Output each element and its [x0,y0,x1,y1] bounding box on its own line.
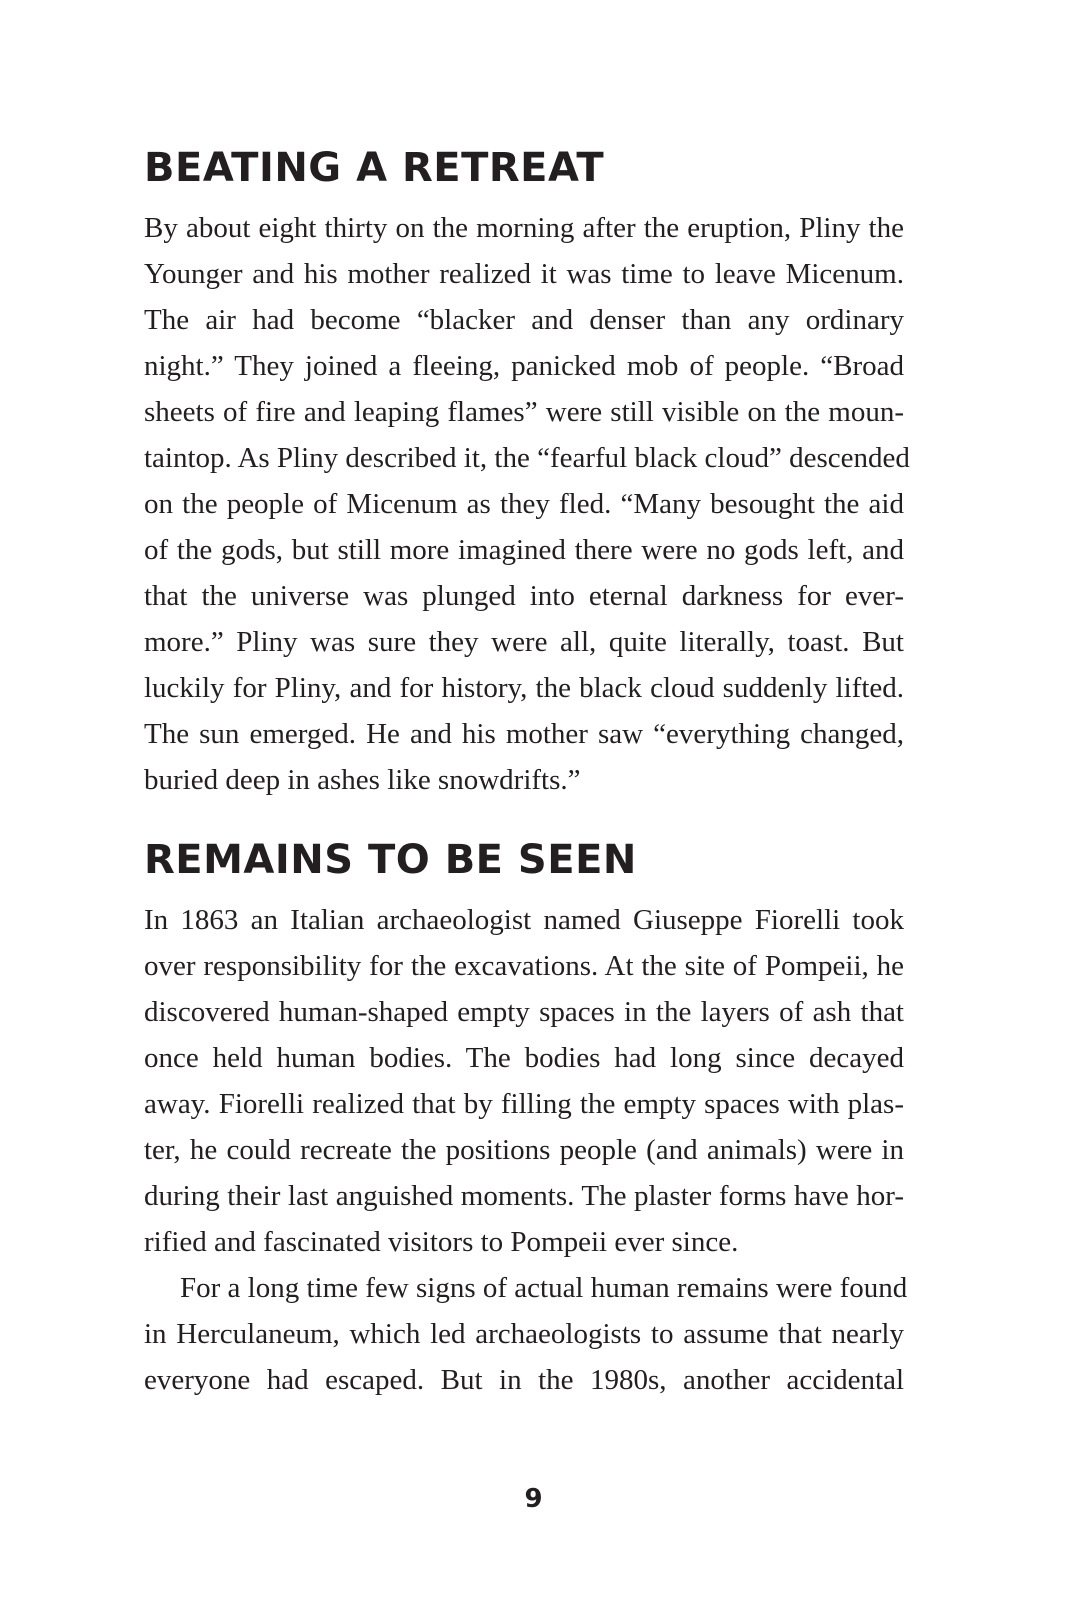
text-line: Younger and his mother realized it was time to leave Micenum. [144,258,904,290]
text-line: of the gods, but still more imagined there were no gods left, and [144,534,904,566]
text-line: buried deep in ashes like snowdrifts.” [144,764,581,796]
page-number: 9 [524,1484,543,1514]
text-line: rified and fascinated visitors to Pompeii ever since. [144,1226,739,1258]
text-line: during their last anguished moments. The plaster forms have hor- [144,1180,904,1212]
text-line: In 1863 an Italian archaeologist named Giuseppe Fiorelli took [144,904,904,936]
section-heading-remains-to-be-seen: REMAINS TO BE SEEN [144,837,637,883]
text-line: ter, he could recreate the positions people (and animals) were in [144,1134,904,1166]
text-line: taintop. As Pliny described it, the “fearful black cloud” descended [144,442,910,474]
text-line: The air had become “blacker and denser than any ordinary [144,304,904,336]
text-line: on the people of Micenum as they fled. “Many besought the aid [144,488,904,520]
text-line: night.” They joined a fleeing, panicked mob of people. “Broad [144,350,904,382]
text-line: discovered human-shaped empty spaces in the layers of ash that [144,996,904,1028]
text-line: in Herculaneum, which led archaeologists to assume that nearly [144,1318,904,1350]
text-line: By about eight thirty on the morning after the eruption, Pliny the [144,212,904,244]
text-line: everyone had escaped. But in the 1980s, another accidental [144,1364,904,1396]
text-line: sheets of fire and leaping flames” were still visible on the moun- [144,396,904,428]
text-line: once held human bodies. The bodies had long since decayed [144,1042,904,1074]
text-line: For a long time few signs of actual human remains were found [180,1272,908,1304]
text-line: over responsibility for the excavations. At the site of Pompeii, he [144,950,904,982]
text-line: luckily for Pliny, and for history, the black cloud suddenly lifted. [144,672,904,704]
text-line: more.” Pliny was sure they were all, quite literally, toast. But [144,626,904,658]
text-line: that the universe was plunged into eternal darkness for ever- [144,580,904,612]
text-line: The sun emerged. He and his mother saw “everything changed, [144,718,904,750]
section-heading-beating-a-retreat: BEATING A RETREAT [144,145,605,191]
text-line: away. Fiorelli realized that by filling the empty spaces with plas- [144,1088,904,1120]
